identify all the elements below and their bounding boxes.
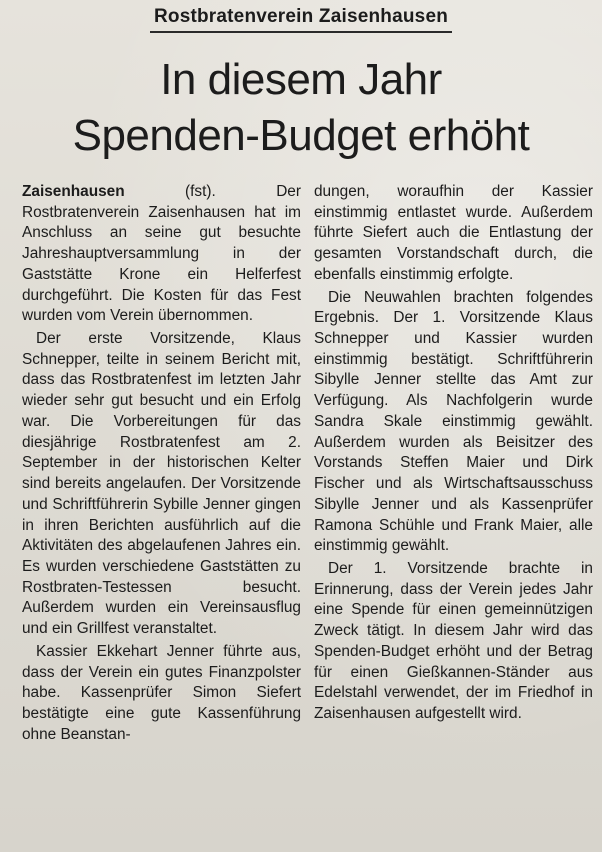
article-paragraph: Der erste Vorsitzende, Klaus Schnepper, teilte in seinem Bericht mit, dass das Rostbratenfest im letzten Jahr wieder sehr gut besucht und ein Erfolg war. Die Vorbereitungen für das diesjährige Rostbratenfest am 2. September in der historischen Kelter sind bereits angelaufen. Der Vorsitzende und Schriftführerin Sybille Jenner gingen in ihren Berichten ausführlich auf die Aktivitäten des abgelaufenen Jahres ein. Es wurden verschiedene Gaststätten zu Rostbraten-Testessen besucht. Außerdem wurden ein Vereinsausflug und ein Grillfest veranstaltet. (22, 330, 301, 638)
kicker-text: Rostbratenverein Zaisenhausen (150, 6, 452, 33)
article-paragraph: dungen, woraufhin der Kassier einstimmig entlastet wurde. Außerdem führte Siefert auch die Entlastung der gesamten Vorstandschaft durch, die ebenfalls einstimmig erfolgte. (314, 183, 593, 283)
article-body (22, 182, 596, 846)
paragraph-text: (fst). Der Rostbratenverein Zaisenhausen hat im Anschluss an seine gut besuchte Jahreshauptversammlung in der Gaststätte Krone ein Helferfest durchgeführt. Die Kosten für das Fest wurden vom Verein übernommen. (22, 183, 301, 325)
article-paragraph: Die Neuwahlen brachten folgendes Ergebnis. Der 1. Vorsitzende Klaus Schnepper und Kassier wurden einstimmig bestätigt. Schriftführerin Sibylle Jenner stellte das Amt zur Verfügung. Als Nachfolgerin wurde Sandra Skale einstimmig gewählt. Außerdem wurden als Beisitzer des Vorstands Steffen Maier und Dirk Fischer und als Wirtschaftsausschuss Sibylle Jenner und als Kassenprüfer Ramona Schühle und Frank Maier, alle einstimmig gewählt. (314, 288, 593, 555)
headline (0, 52, 602, 164)
article-column-left (22, 182, 301, 745)
article-column-right (314, 182, 593, 725)
dateline: Zaisenhausen (22, 183, 125, 200)
headline-line-1: In diesem Jahr (160, 55, 442, 104)
kicker-line (0, 6, 602, 33)
headline-line-2: Spenden-Budget erhöht (72, 111, 530, 160)
article-paragraph: Der 1. Vorsitzende brachte in Erinnerung, dass der Verein jedes Jahr eine Spende für einen gemeinnützigen Zweck tätigt. In diesem Jahr wird das Spenden-Budget erhöht und der Betrag für einen Gießkannen-Ständer aus Edelstahl verwendet, der im Friedhof in Zaisenhausen aufgestellt wird. (314, 559, 593, 722)
article-paragraph (22, 182, 301, 327)
article-paragraph: Kassier Ekkehart Jenner führte aus, dass der Verein ein gutes Finanzpolster habe. Kassenprüfer Simon Siefert bestätigte eine gute Kassenführung ohne Beanstan- (22, 642, 301, 743)
